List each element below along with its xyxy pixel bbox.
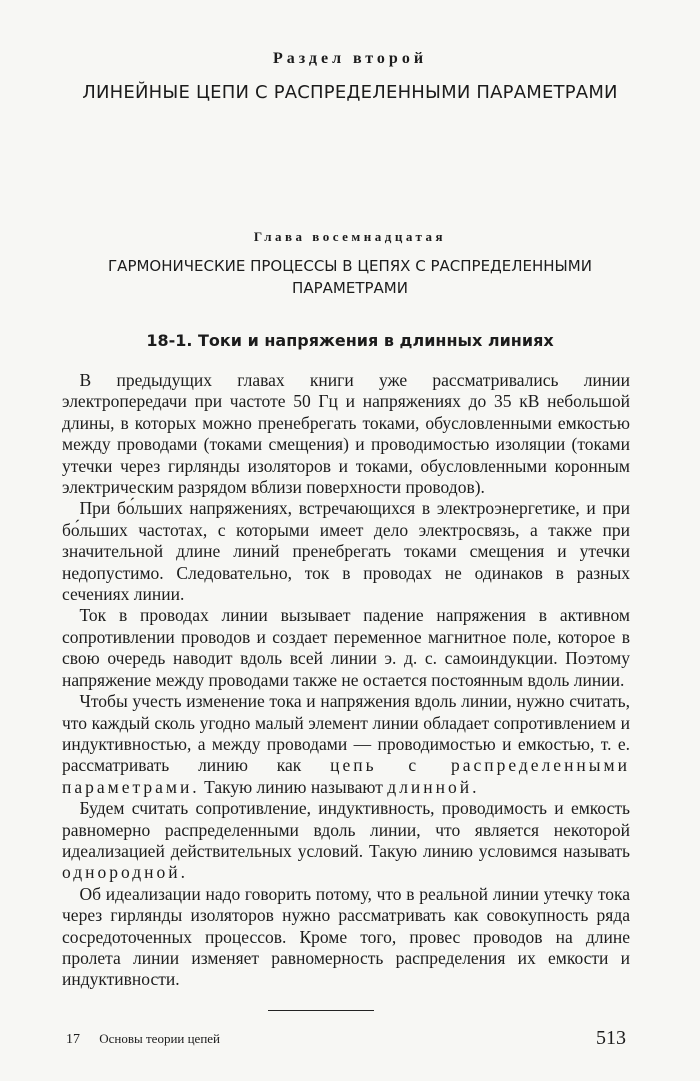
paragraph-1 xyxy=(62,370,630,498)
body-text xyxy=(62,370,630,991)
paragraph-2-text: При бо́льших напряжениях, встречающихся в электроэнергетике, и при бо́льших частотах, с которыми имеет дело электросвязь, а также при значительной длине линий пренебрегать токами смещения и утечки недопустимо. Следовательно, ток в проводах не одинаков в разных сечениях линии. xyxy=(62,498,630,605)
paragraph-6-text: Об идеализации надо говорить потому, что в реальной линии утечку тока через гирлянды изоляторов нужно рассматривать как совокупность ряда сосредоточенных процессов. Кроме того, провес проводов на длине пролета линии изменяет равномерность распределения их емкости и индуктивности. xyxy=(62,883,630,990)
paragraph-4-text-a: Чтобы учесть изменение тока и напряжения вдоль линии, нужно считать, что каждый сколь угодно малый элемент линии обладает сопротивлением и индуктивностью, а между проводами — проводимостью и емкостью, т. е. рассматривать линию как xyxy=(62,691,630,776)
paragraph-6 xyxy=(62,884,630,991)
paragraph-4 xyxy=(62,691,630,798)
term-long-line: длинной. xyxy=(387,776,480,797)
paragraph-1-text: В предыдущих главах книги уже рассматривались линии электропередачи при частоте 50 Гц и напряжениях до 35 кВ небольшой длины, в которых можно пренебрегать токами, обусловленными емкостью между проводами (токами смещения) и проводимостью изоляции (токами утечки через гирлянды изоляторов и токами, обусловленными коронным электрическим разрядом вблизи поверхности проводов). xyxy=(62,370,630,498)
paragraph-5-text: Будем считать сопротивление, индуктивность, проводимость и емкость равномерно распределенными вдоль линии, что является некоторой идеализацией действительных условий. Такую линию условимся называть xyxy=(62,798,630,861)
section-label: Раздел второй xyxy=(272,50,428,67)
paragraph-2 xyxy=(62,498,630,605)
section-title: ЛИНЕЙНЫЕ ЦЕПИ С РАСПРЕДЕЛЕННЫМИ ПАРАМЕТРАМИ xyxy=(82,82,618,103)
paragraph-3-text: Ток в проводах линии вызывает падение напряжения в активном сопротивлении проводов и создает переменное магнитное поле, которое в свою очередь наводит вдоль всей линии э. д. с. самоиндукции. Поэтому напряжение между проводами также не остается постоянным вдоль линии. xyxy=(62,605,630,690)
paragraph-heading: 18-1. Токи и напряжения в длинных линиях xyxy=(146,331,554,350)
footer-signature xyxy=(66,1031,220,1048)
term-distributed-circuit: цепь с распределенными параметрами. xyxy=(62,755,630,797)
footnote-rule xyxy=(268,1010,374,1011)
chapter-title-line-2: ПАРАМЕТРАМИ xyxy=(292,279,408,297)
book-title: Основы теории цепей xyxy=(99,1031,221,1046)
signature-number: 17 xyxy=(66,1032,80,1047)
chapter-title-line-1: ГАРМОНИЧЕСКИЕ ПРОЦЕССЫ В ЦЕПЯХ С РАСПРЕДЕЛЕННЫМИ xyxy=(108,257,592,275)
paragraph-5 xyxy=(62,798,630,884)
chapter-title xyxy=(90,255,610,299)
page-number: 513 xyxy=(596,1027,626,1049)
paragraph-3 xyxy=(62,605,630,691)
paragraph-4-text-b: Такую линию называют xyxy=(204,776,383,797)
term-homogeneous: однородной. xyxy=(62,862,189,883)
chapter-label: Глава восемнадцатая xyxy=(253,229,447,244)
